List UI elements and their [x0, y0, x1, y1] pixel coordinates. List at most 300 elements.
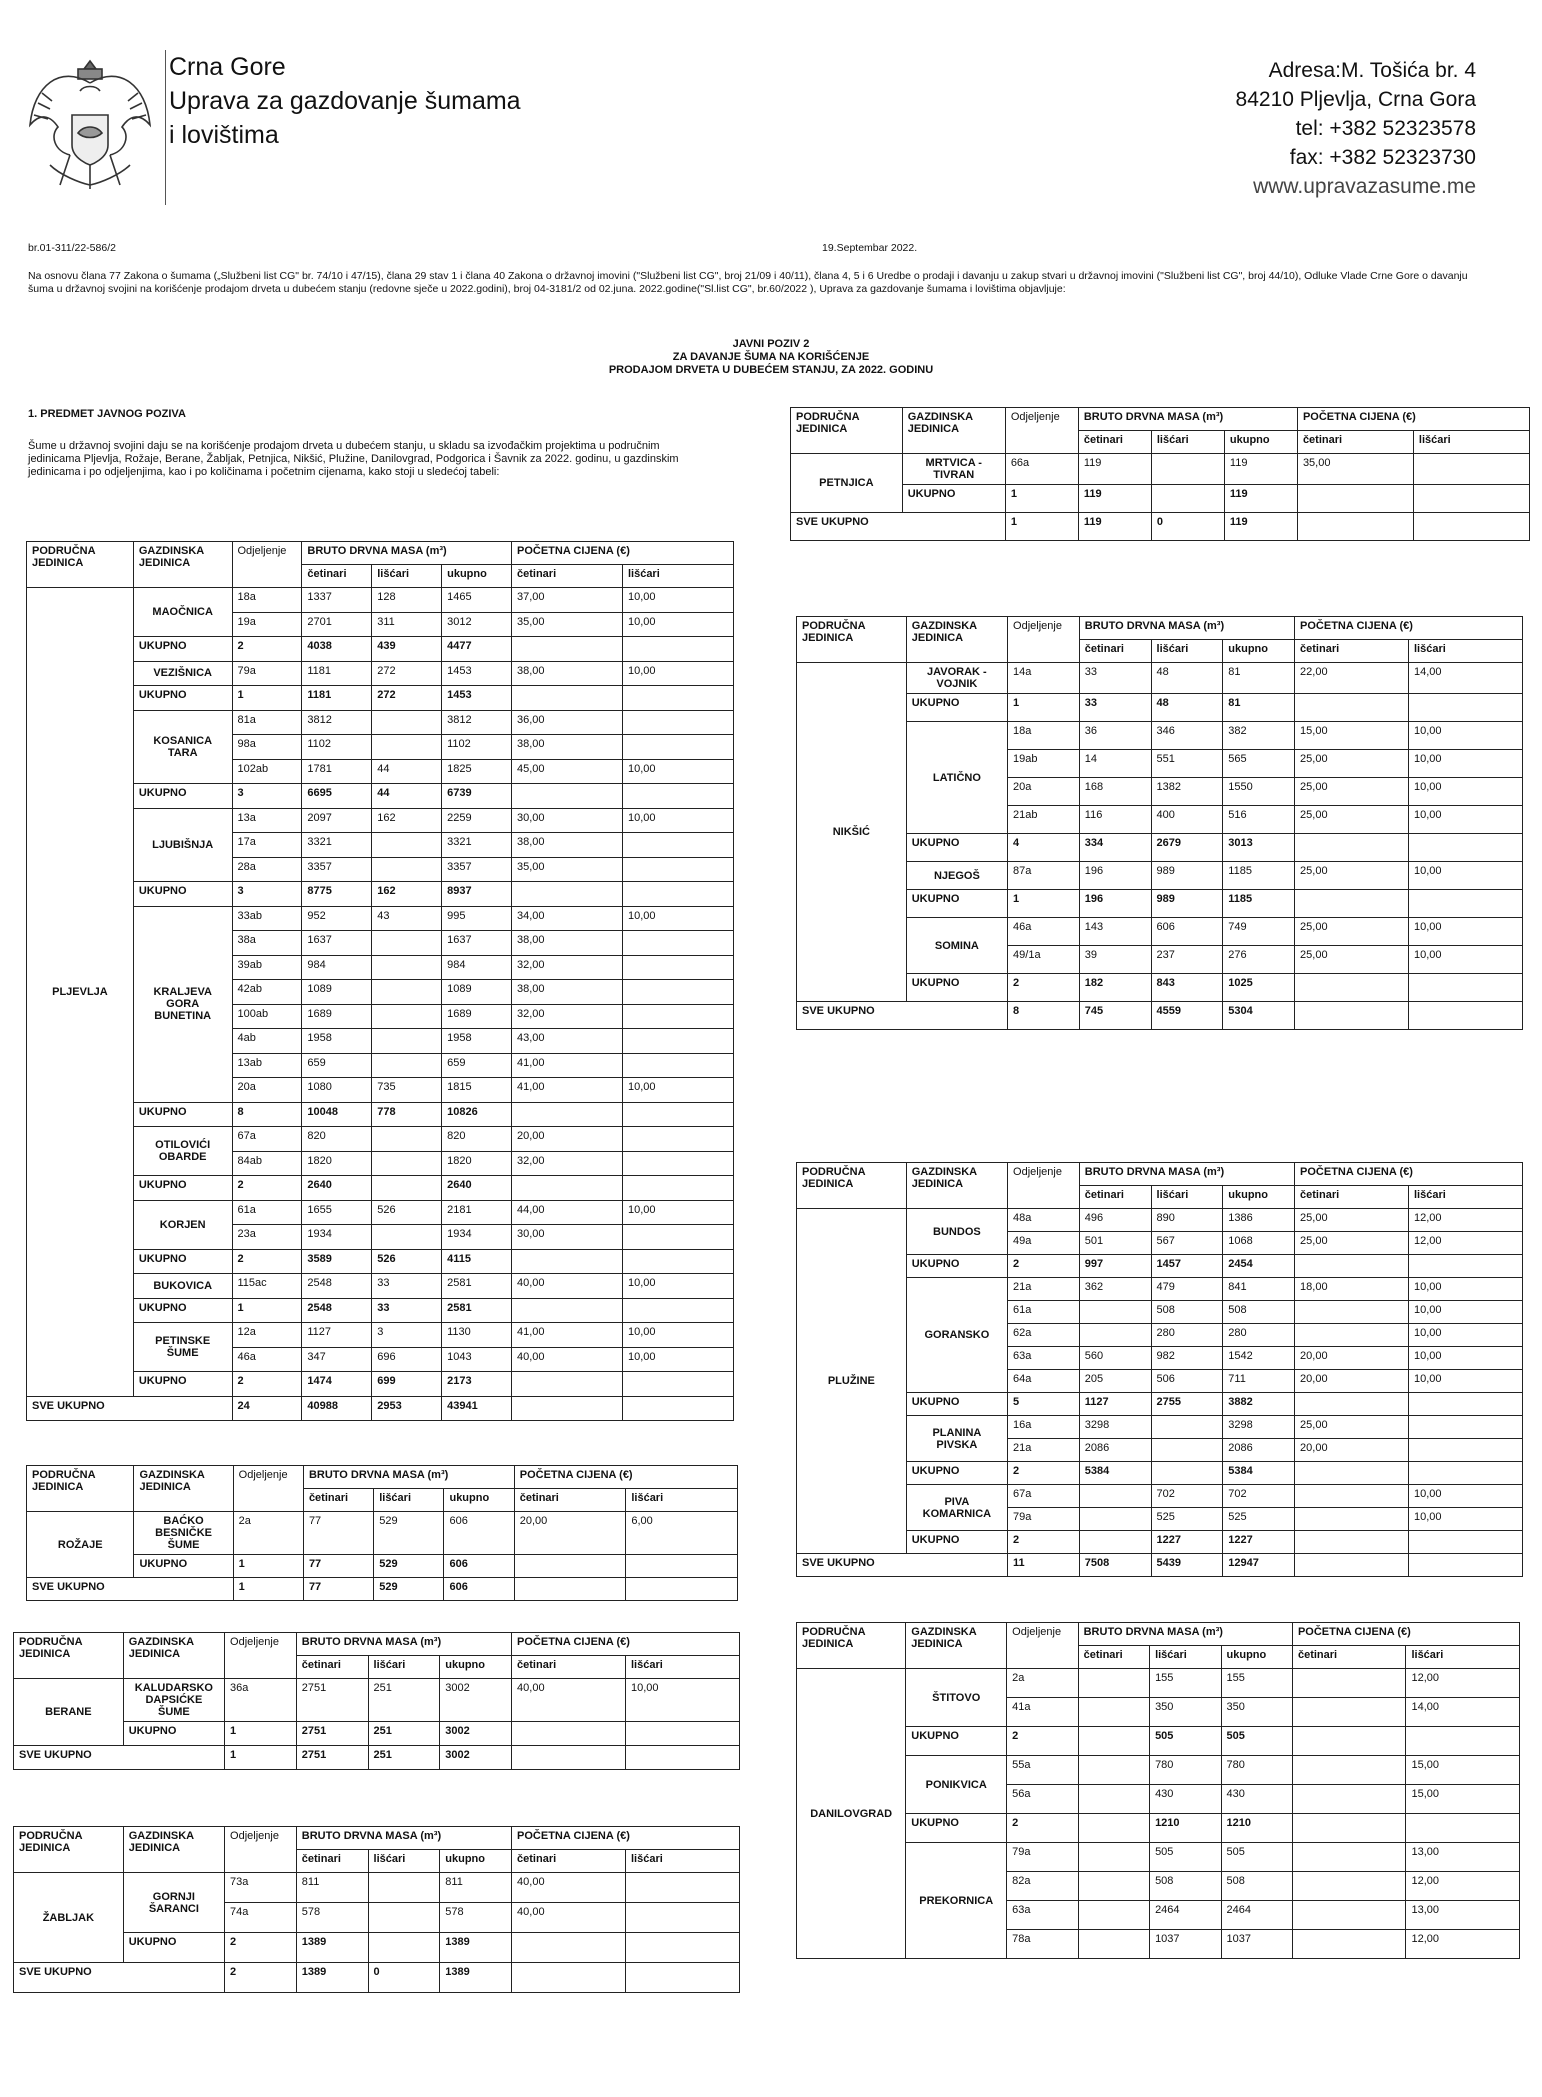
management-unit-name: BUNDOS	[906, 1209, 1007, 1255]
empty-cell	[625, 1746, 739, 1770]
header-management-unit: GAZDINSKA JEDINICA	[906, 1623, 1007, 1669]
subtotal-count: 5	[1008, 1393, 1080, 1416]
cell-price-conifers: 25,00	[1295, 1232, 1409, 1255]
subtotal-broadleaf: 1210	[1150, 1814, 1221, 1843]
subheader-price-broadleaf: lišćari	[626, 1489, 738, 1512]
cell-conifers: 3321	[302, 833, 372, 858]
subtotal-broadleaf: 44	[372, 784, 442, 809]
grand-total-total: 606	[444, 1578, 514, 1601]
cell-compartment: 87a	[1008, 862, 1080, 890]
empty-cell	[1408, 1462, 1522, 1485]
table-header-row	[791, 408, 1530, 431]
cell-compartment: 2a	[1007, 1669, 1078, 1698]
header-management-unit: GAZDINSKA JEDINICA	[906, 617, 1007, 663]
cell-conifers: 811	[296, 1873, 368, 1903]
subtotal-count: 1	[1005, 485, 1078, 513]
cell-broadleaf: 44	[372, 759, 442, 784]
organization-name	[165, 50, 521, 205]
cell-price-conifers: 40,00	[512, 1679, 626, 1722]
cell-price-conifers: 36,00	[512, 710, 623, 735]
header-management-unit: GAZDINSKA JEDINICA	[123, 1633, 224, 1679]
cell-conifers: 1781	[302, 759, 372, 784]
table-row	[797, 663, 1523, 694]
table-row	[27, 1323, 734, 1348]
cell-compartment: 18a	[1008, 722, 1080, 750]
subtotal-row	[797, 1531, 1523, 1554]
management-unit-name: JAVORAK - VOJNIK	[906, 663, 1007, 694]
cell-total: 525	[1223, 1508, 1295, 1531]
cell-compartment: 46a	[1008, 918, 1080, 946]
cell-broadleaf: 890	[1151, 1209, 1223, 1232]
cell-conifers	[1078, 1872, 1149, 1901]
subtotal-total: 3882	[1223, 1393, 1295, 1416]
subtotal-label: UKUPNO	[123, 1933, 224, 1963]
address-tel: tel: +382 52323578	[1295, 117, 1476, 140]
cell-total: 155	[1221, 1669, 1292, 1698]
cell-compartment: 12a	[232, 1323, 302, 1348]
cell-broadleaf: 982	[1151, 1347, 1223, 1370]
subtotal-label: UKUPNO	[133, 637, 232, 662]
grand-total-broadleaf: 251	[368, 1746, 440, 1770]
cell-broadleaf: 346	[1151, 722, 1223, 750]
cell-price-broadleaf: 10,00	[622, 906, 733, 931]
cell-conifers: 1934	[302, 1225, 372, 1250]
cell-price-broadleaf	[1408, 1416, 1522, 1439]
cell-broadleaf: 551	[1151, 750, 1223, 778]
cell-price-conifers: 38,00	[512, 931, 623, 956]
header-management-unit: GAZDINSKA JEDINICA	[123, 1827, 224, 1873]
unit-name: BERANE	[14, 1679, 124, 1746]
grand-total-count: 24	[232, 1396, 302, 1421]
cell-price-broadleaf: 10,00	[1408, 806, 1522, 834]
cell-conifers: 168	[1079, 778, 1151, 806]
cell-total: 578	[440, 1903, 512, 1933]
table-pljevlja	[26, 541, 734, 1421]
cell-conifers: 2548	[302, 1274, 372, 1299]
header-management-unit: GAZDINSKA JEDINICA	[906, 1163, 1007, 1209]
cell-price-conifers: 22,00	[1295, 663, 1409, 694]
document-date: 19.Septembar 2022.	[822, 242, 918, 254]
cell-compartment: 38a	[232, 931, 302, 956]
header-starting-price: POČETNA CIJENA (€)	[514, 1466, 737, 1489]
empty-cell	[1295, 890, 1409, 918]
subtotal-row	[797, 694, 1523, 722]
cell-price-broadleaf: 10,00	[1408, 1370, 1522, 1393]
grand-total-label: SVE UKUPNO	[27, 1396, 233, 1421]
cell-total: 119	[1224, 454, 1297, 485]
cell-conifers: 952	[302, 906, 372, 931]
cell-price-conifers: 41,00	[512, 1323, 623, 1348]
management-unit-name: KRALJEVA GORA BUNETINA	[133, 906, 232, 1102]
cell-price-broadleaf: 10,00	[622, 759, 733, 784]
subheader-conifers: četinari	[296, 1850, 368, 1873]
cell-total: 3357	[442, 857, 512, 882]
empty-cell	[626, 1578, 738, 1601]
table-row	[27, 1274, 734, 1299]
subtotal-row	[797, 1255, 1523, 1278]
cell-price-conifers: 32,00	[512, 1004, 623, 1029]
cell-price-broadleaf: 15,00	[1406, 1785, 1520, 1814]
cell-price-conifers: 35,00	[512, 857, 623, 882]
empty-cell	[512, 686, 623, 711]
subtotal-row	[797, 1727, 1520, 1756]
cell-conifers	[1079, 1301, 1151, 1324]
subtotal-row	[797, 974, 1523, 1002]
empty-cell	[1408, 974, 1522, 1002]
cell-compartment: 4ab	[232, 1029, 302, 1054]
cell-compartment: 55a	[1007, 1756, 1078, 1785]
intro-paragraph: Šume u državnoj svojini daju se na korišćenje prodajom drveta u dubećem stanju, u skladu sa izvođačkim projektima u područnim jedinicama Pljevlja, Rožaje, Berane, Žabljak, Petnjica, Nikšić, Plužine, Danilovgrad, Podgorica i Šavnik za 2022. godinu, u gazdinskim jedinicama i po odjeljenjima, kao i po količinama i početnim cijenama, kako stoji u sledećoj tabeli:	[28, 440, 679, 478]
subheader-broadleaf: lišćari	[1151, 1186, 1223, 1209]
cell-broadleaf: 155	[1150, 1669, 1221, 1698]
subtotal-count: 3	[232, 784, 302, 809]
cell-compartment: 48a	[1008, 1209, 1080, 1232]
empty-cell	[512, 1396, 623, 1421]
subtotal-count: 2	[232, 1372, 302, 1397]
cell-compartment: 16a	[1008, 1416, 1080, 1439]
subtotal-label: UKUPNO	[133, 686, 232, 711]
subtotal-count: 1	[1008, 890, 1080, 918]
cell-total: 430	[1221, 1785, 1292, 1814]
cell-total: 2581	[442, 1274, 512, 1299]
cell-conifers: 205	[1079, 1370, 1151, 1393]
grand-total-conifers: 119	[1078, 513, 1151, 541]
cell-price-broadleaf: 12,00	[1406, 1669, 1520, 1698]
cell-total: 1934	[442, 1225, 512, 1250]
empty-cell	[1295, 1462, 1409, 1485]
cell-broadleaf: 508	[1150, 1872, 1221, 1901]
cell-total: 1689	[442, 1004, 512, 1029]
cell-price-conifers: 20,00	[1295, 1370, 1409, 1393]
subtotal-count: 2	[1008, 1462, 1080, 1485]
cell-conifers: 1337	[302, 588, 372, 613]
cell-price-broadleaf: 6,00	[626, 1512, 738, 1555]
cell-price-conifers	[1292, 1930, 1405, 1959]
cell-total: 1465	[442, 588, 512, 613]
cell-price-broadleaf: 10,00	[1408, 1278, 1522, 1301]
table-row	[797, 1278, 1523, 1301]
unit-name: PLJEVLJA	[27, 588, 134, 1397]
subtotal-conifers: 33	[1079, 694, 1151, 722]
grand-total-broadleaf: 4559	[1151, 1002, 1223, 1030]
subtotal-label: UKUPNO	[133, 1176, 232, 1201]
subtotal-row	[27, 686, 734, 711]
cell-price-conifers: 18,00	[1295, 1278, 1409, 1301]
cell-compartment: 46a	[232, 1347, 302, 1372]
subheader-conifers: četinari	[1078, 431, 1151, 454]
cell-total: 280	[1223, 1324, 1295, 1347]
cell-price-broadleaf: 13,00	[1406, 1843, 1520, 1872]
empty-cell	[512, 1176, 623, 1201]
cell-broadleaf: 128	[372, 588, 442, 613]
empty-cell	[622, 784, 733, 809]
cell-total: 659	[442, 1053, 512, 1078]
subtotal-total: 119	[1224, 485, 1297, 513]
subheader-price-conifers: četinari	[512, 565, 623, 588]
cell-total: 1542	[1223, 1347, 1295, 1370]
header-unit: PODRUČNA JEDINICA	[797, 1623, 906, 1669]
cell-compartment: 67a	[1008, 1485, 1080, 1508]
management-unit-name: ŠTITOVO	[906, 1669, 1007, 1727]
cell-compartment: 39ab	[232, 955, 302, 980]
empty-cell	[1408, 890, 1522, 918]
empty-cell	[625, 1963, 739, 1993]
cell-price-conifers	[1292, 1698, 1405, 1727]
subtotal-row	[14, 1933, 740, 1963]
grand-total-label: SVE UKUPNO	[14, 1746, 225, 1770]
cell-price-conifers: 25,00	[1295, 862, 1409, 890]
header-gross-volume: BRUTO DRVNA MASA (m³)	[1078, 1623, 1292, 1646]
subheader-price-conifers: četinari	[1295, 640, 1409, 663]
table-row	[797, 1843, 1520, 1872]
header-starting-price: POČETNA CIJENA (€)	[1295, 1163, 1523, 1186]
subtotal-broadleaf: 2679	[1151, 834, 1223, 862]
header-compartment: Odjeljenje	[225, 1827, 297, 1873]
cell-conifers: 501	[1079, 1232, 1151, 1255]
subtotal-conifers: 119	[1078, 485, 1151, 513]
cell-conifers: 659	[302, 1053, 372, 1078]
subtotal-conifers: 77	[303, 1555, 373, 1578]
subheader-price-broadleaf: lišćari	[625, 1656, 739, 1679]
header-unit: PODRUČNA JEDINICA	[27, 1466, 134, 1512]
cell-price-conifers	[1295, 1324, 1409, 1347]
header-management-unit: GAZDINSKA JEDINICA	[902, 408, 1005, 454]
legal-basis: Na osnovu člana 77 Zakona o šumama („Službeni list CG" br. 74/10 i 47/15), člana 29 stav 1 i člana 40 Zakona o državnoj imovini ("Službeni list CG", broj 21/09 i 40/11), člana 4, 5 i 6 Uredbe o prodaji i davanju u zakup stvari u državnoj imovini ("Službeni list CG", broj 44/10), Odluke Vlade Crne Gore o davanju šuma u državnoj svojini na korišćenje prodajom drveta u dubećem stanju (redovne sječe u 2022.godini), broj 04-3181/2 od 02.juna. 2022.godine("Sl.list CG", br.60/2022 ), Uprava za gazdovanje šumama i lovištima objavljuje:	[28, 270, 1468, 295]
subtotal-conifers: 3589	[302, 1249, 372, 1274]
empty-cell	[1295, 834, 1409, 862]
subheader-conifers: četinari	[1079, 640, 1151, 663]
grand-total-count: 2	[225, 1963, 297, 1993]
management-unit-name: PETINSKE ŠUME	[133, 1323, 232, 1372]
cell-compartment: 78a	[1007, 1930, 1078, 1959]
unit-name: ROŽAJE	[27, 1512, 134, 1578]
subtotal-row	[27, 637, 734, 662]
subtotal-total: 2173	[442, 1372, 512, 1397]
subtotal-count: 2	[232, 1249, 302, 1274]
empty-cell	[622, 1249, 733, 1274]
subtotal-broadleaf: 48	[1151, 694, 1223, 722]
cell-price-broadleaf: 13,00	[1406, 1901, 1520, 1930]
cell-price-conifers: 38,00	[512, 661, 623, 686]
subtotal-row	[27, 882, 734, 907]
table-row	[27, 906, 734, 931]
empty-cell	[514, 1578, 626, 1601]
grand-total-total: 43941	[442, 1396, 512, 1421]
cell-price-conifers: 40,00	[512, 1347, 623, 1372]
subtotal-broadleaf: 505	[1150, 1727, 1221, 1756]
grand-total-row	[14, 1963, 740, 1993]
subtotal-conifers: 182	[1079, 974, 1151, 1002]
cell-price-broadleaf	[622, 955, 733, 980]
empty-cell	[512, 1298, 623, 1323]
cell-price-broadleaf	[622, 857, 733, 882]
subtotal-count: 2	[232, 637, 302, 662]
management-unit-name: SOMINA	[906, 918, 1007, 974]
cell-price-broadleaf	[622, 710, 733, 735]
cell-total: 1958	[442, 1029, 512, 1054]
subtotal-row	[797, 890, 1523, 918]
subtotal-row	[27, 1102, 734, 1127]
cell-broadleaf	[368, 1903, 440, 1933]
cell-compartment: 115ac	[232, 1274, 302, 1299]
cell-total: 3321	[442, 833, 512, 858]
cell-price-broadleaf	[622, 980, 733, 1005]
subtotal-conifers	[1078, 1814, 1149, 1843]
cell-price-broadleaf	[622, 1029, 733, 1054]
empty-cell	[512, 1249, 623, 1274]
cell-total: 1825	[442, 759, 512, 784]
table-header-row	[27, 542, 734, 565]
cell-compartment: 21ab	[1008, 806, 1080, 834]
empty-cell	[512, 1746, 626, 1770]
table-header-row	[27, 1466, 738, 1489]
subtotal-row	[27, 1176, 734, 1201]
cell-price-conifers: 25,00	[1295, 1209, 1409, 1232]
header-unit: PODRUČNA JEDINICA	[27, 542, 134, 588]
cell-price-conifers: 20,00	[512, 1127, 623, 1152]
header-compartment: Odjeljenje	[233, 1466, 303, 1512]
cell-broadleaf: 3	[372, 1323, 442, 1348]
table-row	[797, 1416, 1523, 1439]
cell-conifers: 2097	[302, 808, 372, 833]
grand-total-broadleaf: 0	[368, 1963, 440, 1993]
cell-price-conifers: 40,00	[512, 1903, 626, 1933]
subtotal-count: 2	[1007, 1814, 1078, 1843]
grand-total-label: SVE UKUPNO	[14, 1963, 225, 1993]
subtotal-conifers: 4038	[302, 637, 372, 662]
subtotal-label: UKUPNO	[906, 694, 1007, 722]
cell-price-broadleaf: 12,00	[1406, 1872, 1520, 1901]
management-unit-name: LJUBIŠNJA	[133, 808, 232, 882]
cell-conifers: 196	[1079, 862, 1151, 890]
subtotal-label: UKUPNO	[133, 1102, 232, 1127]
grand-total-count: 1	[233, 1578, 303, 1601]
subtotal-total: 505	[1221, 1727, 1292, 1756]
cell-price-broadleaf: 10,00	[1408, 946, 1522, 974]
table-row	[791, 454, 1530, 485]
cell-compartment: 66a	[1005, 454, 1078, 485]
empty-cell	[622, 1176, 733, 1201]
website-link[interactable]: www.upravazasume.me	[1253, 175, 1476, 198]
header-starting-price: POČETNA CIJENA (€)	[1297, 408, 1529, 431]
cell-price-broadleaf	[625, 1903, 739, 1933]
cell-total: 1386	[1223, 1209, 1295, 1232]
header-unit: PODRUČNA JEDINICA	[797, 1163, 907, 1209]
subtotal-total: 3002	[440, 1722, 512, 1746]
empty-cell	[514, 1555, 626, 1578]
header-gross-volume: BRUTO DRVNA MASA (m³)	[1079, 617, 1294, 640]
subtotal-conifers: 334	[1079, 834, 1151, 862]
cell-price-conifers: 43,00	[512, 1029, 623, 1054]
cell-conifers: 1820	[302, 1151, 372, 1176]
subtotal-conifers: 196	[1079, 890, 1151, 918]
cell-conifers: 1655	[302, 1200, 372, 1225]
cell-broadleaf	[1151, 1439, 1223, 1462]
cell-price-conifers: 38,00	[512, 980, 623, 1005]
subtotal-broadleaf: 989	[1151, 890, 1223, 918]
grand-total-label: SVE UKUPNO	[797, 1002, 1008, 1030]
cell-broadleaf: 780	[1150, 1756, 1221, 1785]
cell-broadleaf: 280	[1151, 1324, 1223, 1347]
cell-total: 2086	[1223, 1439, 1295, 1462]
management-unit-name: BUKOVICA	[133, 1274, 232, 1299]
grand-total-conifers: 1389	[296, 1963, 368, 1993]
subtotal-total: 1389	[440, 1933, 512, 1963]
empty-cell	[625, 1722, 739, 1746]
subtotal-label: UKUPNO	[133, 1372, 232, 1397]
subtotal-count: 2	[225, 1933, 297, 1963]
cell-price-conifers	[1292, 1785, 1405, 1814]
cell-price-broadleaf: 10,00	[1408, 1485, 1522, 1508]
cell-price-broadleaf: 10,00	[622, 1274, 733, 1299]
header-starting-price: POČETNA CIJENA (€)	[512, 1633, 740, 1656]
grand-total-row	[791, 513, 1530, 541]
subtotal-conifers	[1079, 1531, 1151, 1554]
cell-total: 382	[1223, 722, 1295, 750]
header-compartment: Odjeljenje	[232, 542, 302, 588]
table-row	[797, 1756, 1520, 1785]
management-unit-name: GORNJI ŠARANCI	[123, 1873, 224, 1933]
grand-total-total: 12947	[1223, 1554, 1295, 1577]
subheader-price-conifers: četinari	[512, 1656, 626, 1679]
subtotal-conifers: 1127	[1079, 1393, 1151, 1416]
cell-broadleaf	[372, 1151, 442, 1176]
subtotal-total: 1025	[1223, 974, 1295, 1002]
cell-conifers	[1078, 1843, 1149, 1872]
cell-price-broadleaf	[622, 1004, 733, 1029]
cell-price-broadleaf: 10,00	[1408, 918, 1522, 946]
subtotal-label: UKUPNO	[906, 890, 1007, 918]
subheader-price-broadleaf: lišćari	[1408, 1186, 1522, 1209]
empty-cell	[1408, 1255, 1522, 1278]
grand-total-count: 1	[225, 1746, 297, 1770]
cell-conifers: 3298	[1079, 1416, 1151, 1439]
cell-compartment: 61a	[1008, 1301, 1080, 1324]
unit-name: DANILOVGRAD	[797, 1669, 906, 1959]
empty-cell	[1295, 974, 1409, 1002]
grand-total-total: 119	[1224, 513, 1297, 541]
subtotal-label: UKUPNO	[906, 1814, 1007, 1843]
subheader-total: ukupno	[442, 565, 512, 588]
table-row	[27, 1200, 734, 1225]
cell-compartment: 100ab	[232, 1004, 302, 1029]
subtotal-count: 3	[232, 882, 302, 907]
cell-compartment: 102ab	[232, 759, 302, 784]
header-gross-volume: BRUTO DRVNA MASA (m³)	[296, 1827, 511, 1850]
subtotal-row	[27, 1555, 738, 1578]
management-unit-name: GORANSKO	[906, 1278, 1007, 1393]
header-gross-volume: BRUTO DRVNA MASA (m³)	[302, 542, 512, 565]
cell-broadleaf: 33	[372, 1274, 442, 1299]
cell-price-broadleaf: 10,00	[1408, 862, 1522, 890]
cell-price-conifers: 25,00	[1295, 918, 1409, 946]
subtotal-total: 4115	[442, 1249, 512, 1274]
cell-conifers: 2086	[1079, 1439, 1151, 1462]
grand-total-conifers: 77	[303, 1578, 373, 1601]
cell-price-conifers	[1295, 1301, 1409, 1324]
header-management-unit: GAZDINSKA JEDINICA	[133, 542, 232, 588]
cell-total: 1453	[442, 661, 512, 686]
subtotal-label: UKUPNO	[134, 1555, 233, 1578]
grand-total-label: SVE UKUPNO	[797, 1554, 1008, 1577]
grand-total-broadleaf: 2953	[372, 1396, 442, 1421]
cell-broadleaf	[1151, 1416, 1223, 1439]
cell-total: 711	[1223, 1370, 1295, 1393]
cell-price-conifers	[1292, 1872, 1405, 1901]
cell-conifers	[1078, 1698, 1149, 1727]
cell-price-broadleaf: 12,00	[1406, 1930, 1520, 1959]
cell-price-broadleaf	[622, 735, 733, 760]
